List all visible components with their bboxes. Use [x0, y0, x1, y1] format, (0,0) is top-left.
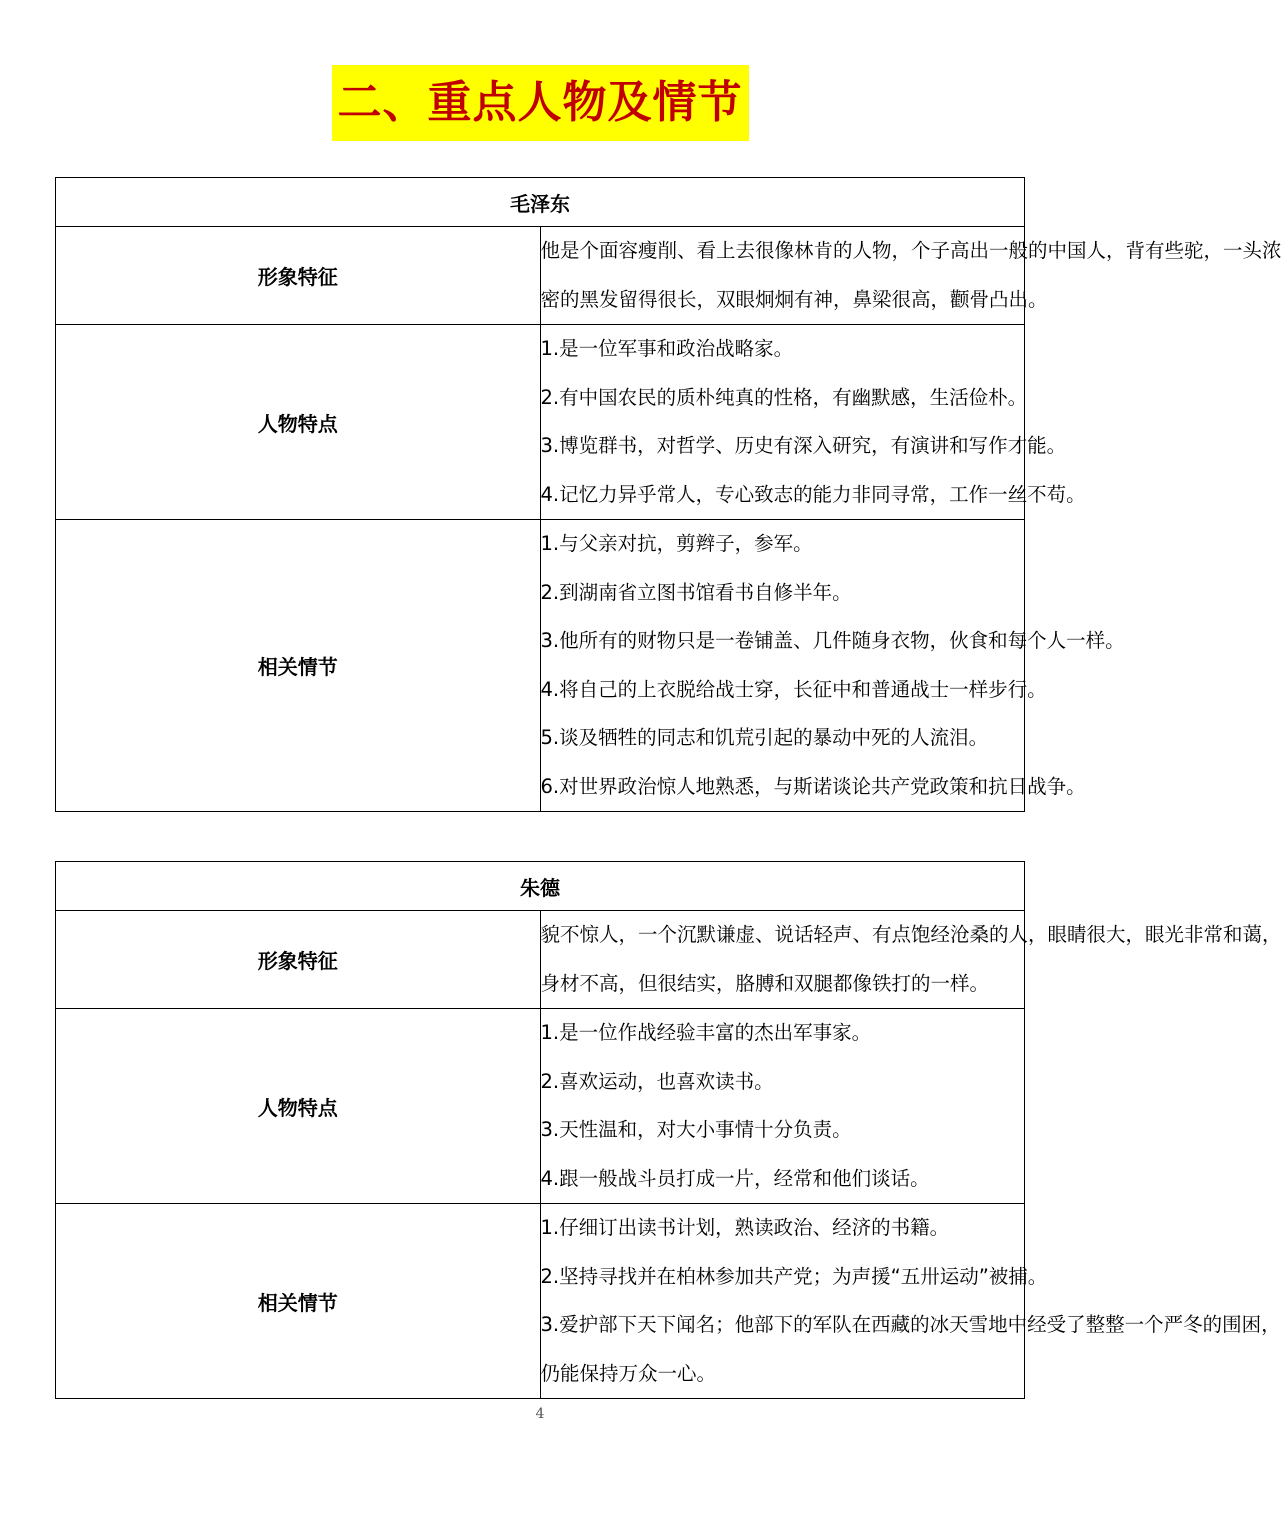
- list-item: 2.到湖南省立图书馆看书自修半年。: [540, 580, 852, 604]
- appearance-content: [540, 227, 1282, 325]
- list-item: 4.记忆力异乎常人，专心致志的能力非同寻常，工作一丝不苟。: [540, 482, 1086, 506]
- appearance-row: [56, 227, 1025, 325]
- content-line: 密的黑发留得很长，双眼炯炯有神，鼻梁很高，颧骨凸出。: [540, 287, 1048, 311]
- title-wrapper: [0, 65, 1080, 141]
- page-number: 4: [535, 1406, 545, 1422]
- list-item: 3.博览群书，对哲学、历史有深入研究，有演讲和写作才能。: [540, 434, 1067, 457]
- traits-content: [540, 325, 1086, 520]
- list-item: 6.对世界政治惊人地熟悉，与斯诺谈论共产党政策和抗日战争。: [540, 774, 1086, 798]
- person-name-row: [56, 862, 1025, 911]
- list-item: 3.天性温和，对大小事情十分负责。: [540, 1118, 852, 1141]
- content-line: 他是个面容瘦削、看上去很像林肯的人物，个子高出一般的中国人，背有些驼，一头浓: [540, 239, 1282, 262]
- list-item: 1.与父亲对抗，剪辫子，参军。: [540, 532, 813, 555]
- list-item: 5.谈及牺牲的同志和饥荒引起的暴动中死的人流泪。: [540, 726, 989, 749]
- person-name-row: [56, 178, 1025, 227]
- traits-row: [56, 1009, 1025, 1204]
- list-item: 3.他所有的财物只是一卷铺盖、几件随身衣物，伙食和每个人一样。: [540, 629, 1125, 652]
- content-line: 貌不惊人，一个沉默谦虚、说话轻声、有点饱经沧桑的人，眼睛很大，眼光非常和蔼，: [540, 923, 1282, 946]
- plots-label: 相关情节: [56, 520, 541, 812]
- plots-content: [540, 520, 1125, 812]
- person-table-zhu: [55, 861, 1282, 1399]
- list-item: 2.有中国农民的质朴纯真的性格，有幽默感，生活俭朴。: [540, 385, 1028, 409]
- appearance-label: 形象特征: [56, 227, 541, 325]
- list-item: 仍能保持万众一心。: [540, 1361, 717, 1385]
- list-item: 1.仔细订出读书计划，熟读政治、经济的书籍。: [540, 1216, 950, 1239]
- person-name: 毛泽东: [56, 178, 1025, 227]
- list-item: 1.是一位军事和政治战略家。: [540, 337, 794, 360]
- person-table-mao: [55, 177, 1282, 812]
- plots-content: [540, 1204, 1281, 1399]
- traits-label: 人物特点: [56, 1009, 541, 1204]
- appearance-content: [540, 911, 1282, 1009]
- plots-row: [56, 1204, 1025, 1399]
- appearance-label: 形象特征: [56, 911, 541, 1009]
- list-item: 1.是一位作战经验丰富的杰出军事家。: [540, 1021, 872, 1044]
- list-item: 2.坚持寻找并在柏林参加共产党；为声援“五卅运动”被捕。: [540, 1264, 1048, 1288]
- traits-label: 人物特点: [56, 325, 541, 520]
- list-item: 4.将自己的上衣脱给战士穿，长征中和普通战士一样步行。: [540, 677, 1047, 701]
- page-title: 二、重点人物及情节: [332, 65, 749, 141]
- plots-row: [56, 520, 1025, 812]
- person-name: 朱德: [56, 862, 1025, 911]
- plots-label: 相关情节: [56, 1204, 541, 1399]
- list-item: 2.喜欢运动，也喜欢读书。: [540, 1069, 774, 1093]
- content-line: 身材不高，但很结实，胳膊和双腿都像铁打的一样。: [540, 971, 990, 995]
- traits-row: [56, 325, 1025, 520]
- list-item: 4.跟一般战斗员打成一片，经常和他们谈话。: [540, 1166, 930, 1190]
- appearance-row: [56, 911, 1025, 1009]
- list-item: 3.爱护部下天下闻名；他部下的军队在西藏的冰天雪地中经受了整整一个严冬的围困，: [540, 1313, 1281, 1336]
- traits-content: [540, 1009, 1025, 1204]
